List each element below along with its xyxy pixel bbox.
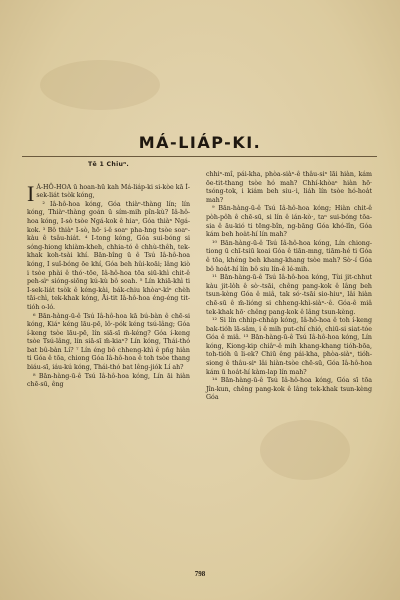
paragraph-text: ² Iâ-hô-hoa kóng, Góa thiàⁿ-thàng lín; lín kóng, Thiàⁿ-thàng goán ū sím-mih pîn-kù? Iâ-hô-hoa kóng, I-sò tsòe Ngá-kok ê hiaⁿ, Góa thiàⁿ Ngá-kok. ³ Bô thiàⁿ I-sò, hō· i-ê soaⁿ pha-hng tsòe soaⁿ-kàu ê tsâu-hiát. ⁴ I-tong kóng, Góa sui-bóng si sóng-hiong khiàm-kheh, chhia-tó ê chhù-thêh, tek-khak koh-tsài khí. Bān-bîng ū ê Tsú Iâ-hô-hoa kóng, I suî-bóng ōe khí, Góa beh hûi-koāi; lâng kiò i tsòe phài ê thó·-tōe, Iâ-hô-hoa tōa siū-khì chit-ê peh-sìⁿ sióng-siōng kú-kù bô soah. ⁵ Lín khiā-khì ti I-sek-liát tsòk ê kéng-kài, bák-chiu khòaⁿ-kìⁿ chèh tāi-chì, tek-khak kóng, Āi-tit Iâ-hô-hoa éng-éng tit-tióh o-ló. xyxy=(27,200,190,311)
paragraph-text: chhiⁿ-mî, pái-kha, phòa-siàⁿ-ê thâu-siⁿ lāi hiàn, kám ōe-tit-thang tsòe hó mah? Chhí-khòaⁿ hiàn hō· tsóng-tok, i kiám beh siu-·i, liáh lín tsòe hó-hoa̍t mah? xyxy=(206,171,372,204)
paper-stain xyxy=(40,60,160,110)
right-column xyxy=(206,171,372,403)
paragraph-text: ⁸ Bān-hàng-ū-ê Tsú Iâ-hô-hoa kóng, Lín āi hiàn chē-sū, êng xyxy=(27,372,190,389)
paragraph-text: ⁶ Bān-hàng-ū-ê Tsú Iâ-hô-hoa kā bú-bàn ê chē-si kóng, Kiáⁿ kéng lāu-pē, lô·-pók kéng tsú-lâng; Góa í-keng tsòe lāu-pē, lín siā-sī m̄-kéng? Góa í-keng tsòe Tsú-lâng, lín siā-sī m̄-kiaⁿ? Lín kóng, Thái-thó bat bû-bàn Lí? ⁷ Lín éng bô chheng-khì ê pn̄g hiàn ti Góa ê tōa, chiong Góa Iâ-hô-hoa ê toh tsòe thang biáu-sī, iáu-kú kóng, Thái-thó bat lêng-jiók Lí ah? xyxy=(27,312,190,372)
drop-cap: I xyxy=(27,180,35,206)
opening-word: Á-HÔ-HOA xyxy=(36,183,72,191)
paper-stain xyxy=(260,420,350,480)
opening-paragraph xyxy=(27,180,190,206)
paragraph-text: ū hoan-hū kah Má-liáp-ki si-kòe kā Í-sek-liát tsòk kóng, xyxy=(36,183,190,200)
paragraph-text: ¹¹ Bān-hàng-ū-ê Tsú Iâ-hô-hoa kóng, Tùi jit-chhut kàu jit-lo̍h ê sò·-tsāi, chêng pang-kok ê lâng beh tsun-kèng Góa ê miâ, tak só·-tsāi sio-hiuⁿ, lâi hiàn chē-sū ê m̄-lióng si chheng-khì-siàⁿ-·ê. Góa-ê miâ tek-khak hō· chêng pang-kok ê lâng tsun-kèng. xyxy=(206,274,372,316)
paragraph-text: ¹⁰ Bān-hàng-ū-ê Tsú Iâ-hô-hoa kóng, Lín chiong-tiong ū chī-tsiū koai Góa ê tiān-mng, tiām-hé ti Góa ê tōa, khéng beh khang-khang tsòe mah? Sò·-í Góa bô hoa̍t-hí lín bô siu lín-ê lé-mih. xyxy=(206,239,372,273)
title-rule xyxy=(22,156,377,157)
paragraph-text: ¹² Si lín chhip-chháp kóng, Iâ-hô-hoa ê toh í-keng bak-tióh lā-sâm, i ê mih put-chí chió, chiū-si siat-tóe Góa ê miâ. ¹³ Bān-hàng-ū-ê Tsú Iâ-hô-hoa kóng, Lín kóng, Kiong-kip chiâⁿ-ê mih khang-khang tióh-bōa, toh-tióh ū li-ek? Chiū êng pái-kha, phòa-siàⁿ, tióh-siong ê thâu-siⁿ lâi hiàn-tsòe chē-sū, Góa Iâ-hô-hoa kám ū hoa̍t-hí kàm-lap lín mah? xyxy=(206,317,372,376)
paragraph-text: ¹⁴ Bān-hàng-ū-ê Tsú Iâ-hô-hoa kóng, Góa sī tōa Jîn-kun, chêng pang-kok ê lâng tek-khak tsun-kèng Góa xyxy=(206,377,372,402)
page-title: MÁ-LIÁP-KI. xyxy=(138,133,262,152)
page-number: 798 xyxy=(194,570,206,578)
chapter-heading: Tē 1 Chiuⁿ. xyxy=(88,161,129,168)
paragraph-text: ⁹ Bān-hàng-ū-ê Tsú Iâ-hô-hoa kóng; Hiàn chit-ê pòh-pôh ê chē-sū, si lín ê ián-kò·, taⁿ sui-bóng tōa-sia ê āu-kió ti tēng-bîn, ng-bāng Góa khó-lîn, Góa kám beh hoa̍t-hí lín mah? xyxy=(206,205,372,239)
left-column xyxy=(27,159,190,390)
